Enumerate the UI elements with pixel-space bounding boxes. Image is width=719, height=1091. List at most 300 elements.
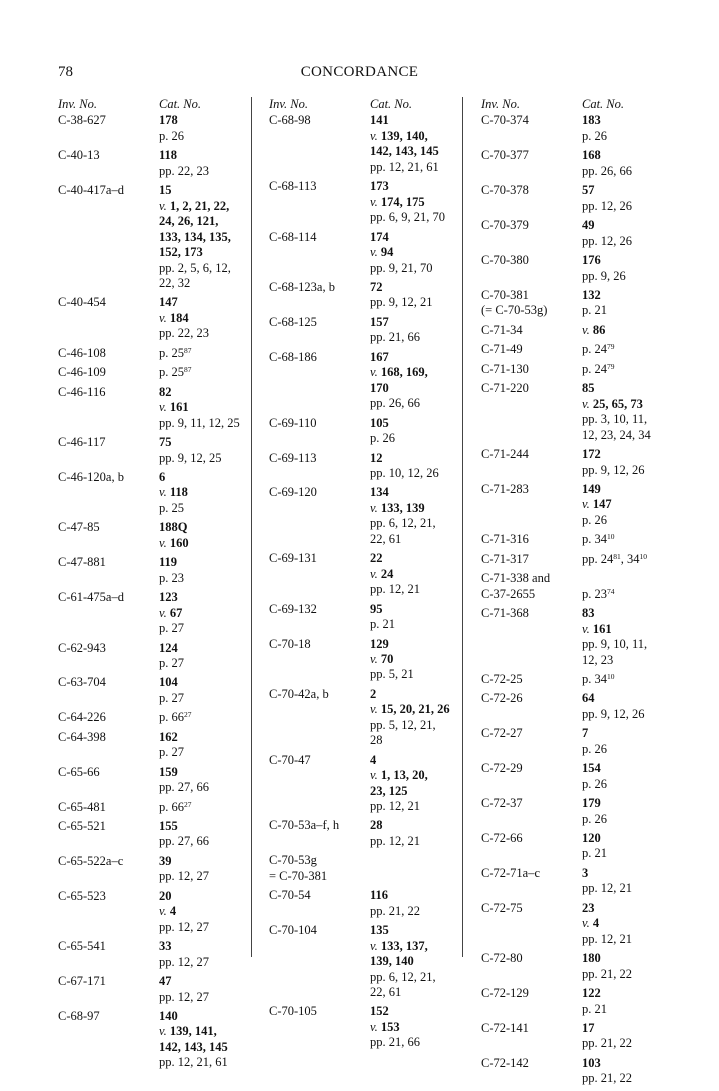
cat-reference [159, 148, 259, 163]
inv-number: C-72-25 [481, 671, 523, 686]
catalogue-number: 64 [582, 691, 595, 706]
entry-line [481, 707, 682, 722]
concordance-entry [58, 1009, 259, 1071]
inv-number [269, 245, 370, 260]
cat-reference [159, 485, 259, 500]
concordance-entry [481, 447, 682, 478]
cat-reference [582, 482, 682, 497]
entry-line [58, 656, 259, 671]
cat-reference [370, 160, 470, 175]
cat-reference [582, 129, 682, 144]
catalogue-number: 183 [582, 113, 601, 128]
cat-reference [582, 846, 682, 861]
cat-reference [370, 431, 470, 446]
inv-number: C-38-627 [58, 113, 106, 128]
entry-line [481, 183, 682, 198]
cat-text: v. [582, 322, 593, 337]
cat-reference [582, 761, 682, 776]
catalogue-number: 82 [159, 384, 172, 399]
cat-text: p. 66 [159, 799, 184, 814]
inv-number [481, 707, 582, 722]
inv-number: C-72-37 [481, 796, 523, 811]
cat-text: v. [159, 310, 170, 325]
inv-number [269, 652, 370, 667]
cat-text: p. 23 [582, 586, 607, 601]
concordance-entry [481, 381, 682, 443]
cat-text: p. 24 [582, 342, 607, 357]
cat-text: pp. 3, 10, 11, [582, 412, 648, 427]
inv-number: C-70-42a, b [269, 686, 329, 701]
entry-line [58, 869, 259, 884]
cat-text: p. 27 [159, 690, 184, 705]
cat-text: pp. 21, 66 [370, 330, 420, 345]
cat-reference [370, 113, 470, 128]
catalogue-number: 39 [159, 853, 172, 868]
entry-line [481, 901, 682, 916]
entry-line [58, 990, 259, 1005]
cat-text: p. 26 [582, 128, 607, 143]
entry-line [269, 330, 470, 345]
cat-text: v. [159, 904, 170, 919]
entry-line [269, 985, 470, 1000]
inv-number [481, 812, 582, 827]
cat-reference [159, 451, 259, 466]
cat-text: v. [159, 1024, 170, 1039]
cat-reference [370, 784, 470, 799]
catalogue-number: 118 [169, 485, 188, 500]
concordance-entry [58, 590, 259, 636]
inv-number: C-71-338 and [481, 571, 551, 586]
cat-text: pp. 9, 12, 26 [582, 706, 645, 721]
cat-reference [582, 288, 682, 303]
inv-number: C-65-541 [58, 939, 106, 954]
cat-reference [582, 707, 682, 722]
footnote-ref: 79 [607, 361, 615, 371]
entry-line [481, 342, 682, 357]
entry-line [481, 1021, 682, 1036]
concordance-entry [58, 148, 259, 179]
entry-line [481, 796, 682, 811]
inv-number: C-70-379 [481, 218, 529, 233]
inv-number [481, 1002, 582, 1017]
entry-line [269, 888, 470, 903]
cat-text: v. [370, 365, 381, 380]
inv-number [58, 214, 159, 229]
entry-line [269, 1035, 470, 1050]
catalogue-number: 122 [582, 986, 601, 1001]
catalogue-number: 95 [370, 601, 383, 616]
cat-reference [582, 218, 682, 233]
catalogue-number: 4 [169, 904, 177, 919]
entry-line [269, 210, 470, 225]
entry-line [269, 954, 470, 969]
concordance-entry [58, 939, 259, 970]
entry-line [58, 416, 259, 431]
entry-line [269, 923, 470, 938]
cat-reference [370, 396, 470, 411]
entry-line [269, 784, 470, 799]
cat-reference [159, 400, 259, 415]
catalogue-number: 180 [582, 951, 601, 966]
catalogue-number: 22 [370, 551, 383, 566]
cat-text: p. 21 [582, 303, 607, 318]
cat-reference [370, 129, 470, 144]
cat-reference [370, 652, 470, 667]
cat-reference [159, 230, 259, 245]
entry-line [481, 571, 682, 586]
inv-number: C-46-120a, b [58, 469, 124, 484]
entry-line [58, 745, 259, 760]
cat-reference [582, 691, 682, 706]
cat-text: pp. 26, 66 [370, 396, 420, 411]
inv-no-header: Inv. No. [58, 97, 97, 111]
entry-line [269, 702, 470, 717]
inv-number [481, 653, 582, 668]
concordance-entry [269, 818, 470, 849]
concordance-entry [269, 637, 470, 683]
inv-number: C-70-47 [269, 752, 311, 767]
footnote-ref: 10 [639, 551, 647, 561]
cat-text: pp. 6, 12, 21, [370, 969, 436, 984]
inv-number [269, 834, 370, 849]
concordance-entry [58, 765, 259, 796]
inv-number [58, 990, 159, 1005]
inv-number [481, 916, 582, 931]
entry-line [269, 667, 470, 682]
catalogue-number: 184 [169, 310, 189, 325]
catalogue-number: 1, 13, 20, [380, 768, 428, 783]
cat-reference [159, 710, 259, 725]
entry-line [269, 365, 470, 380]
concordance-entry [269, 602, 470, 633]
running-head: CONCORDANCE [300, 64, 419, 80]
cat-text: v. [370, 1019, 381, 1034]
inv-number [269, 330, 370, 345]
concordance-entry [269, 1004, 470, 1050]
cat-reference [159, 745, 259, 760]
catalogue-number: 168 [582, 148, 601, 163]
cat-text: p. 34 [582, 671, 607, 686]
cat-reference [159, 365, 259, 380]
cat-reference [582, 967, 682, 982]
inv-number [269, 129, 370, 144]
catalogue-number: 155 [159, 819, 178, 834]
entry-line [58, 148, 259, 163]
cat-reference [582, 571, 682, 586]
cat-text: p. 25 [159, 345, 184, 360]
cat-reference [159, 990, 259, 1005]
entry-line [269, 416, 470, 431]
concordance-entry [58, 520, 259, 551]
entry-line [269, 799, 470, 814]
inv-number: C-64-226 [58, 710, 106, 725]
cat-text: 22, 32 [159, 275, 191, 290]
cat-reference [582, 916, 682, 931]
inv-number: C-72-141 [481, 1021, 529, 1036]
entry-line [58, 451, 259, 466]
cat-reference [159, 656, 259, 671]
cat-reference [159, 730, 259, 745]
cat-reference [582, 831, 682, 846]
cat-reference [582, 932, 682, 947]
entry-line [481, 412, 682, 427]
inv-number: C-71-220 [481, 381, 529, 396]
cat-text: p. 26 [159, 128, 184, 143]
entry-line [58, 1055, 259, 1070]
entry-line [269, 733, 470, 748]
inv-number: C-72-71a–c [481, 865, 541, 880]
entry-line [269, 280, 470, 295]
inv-number [58, 451, 159, 466]
entry-line [58, 641, 259, 656]
inv-number [481, 881, 582, 896]
cat-text: v. [370, 128, 381, 143]
cat-text: pp. 12, 27 [159, 989, 209, 1004]
cat-reference [159, 819, 259, 834]
cat-text: pp. 12, 27 [159, 869, 209, 884]
entries [58, 113, 259, 1074]
entry-line [481, 482, 682, 497]
entry-line [481, 742, 682, 757]
cat-text: pp. 12, 21 [582, 881, 632, 896]
inv-number [58, 245, 159, 260]
cat-reference [582, 303, 682, 318]
entry-line [58, 606, 259, 621]
catalogue-number: 141 [370, 113, 389, 128]
concordance-entry [58, 295, 259, 341]
inv-number: C-40-454 [58, 295, 106, 310]
cat-reference [159, 470, 259, 485]
concordance-entry [481, 986, 682, 1017]
inv-number: C-71-368 [481, 606, 529, 621]
entry-line [58, 1009, 259, 1024]
concordance-entry [58, 113, 259, 144]
entry-line [269, 1020, 470, 1035]
catalogue-number: 6 [159, 469, 166, 484]
cat-reference [582, 901, 682, 916]
cat-reference [582, 637, 682, 652]
inv-number: C-40-13 [58, 148, 100, 163]
catalogue-number: 23, 125 [370, 783, 408, 798]
cat-text: pp. 27, 66 [159, 834, 209, 849]
concordance-entry [481, 796, 682, 827]
inv-number [269, 718, 370, 733]
entry-line [269, 144, 470, 159]
concordance-entry [481, 218, 682, 249]
inv-number [58, 745, 159, 760]
entry-line [481, 637, 682, 652]
cat-reference [370, 381, 470, 396]
cat-reference [159, 164, 259, 179]
cat-reference [582, 653, 682, 668]
cat-reference [582, 881, 682, 896]
concordance-entry [269, 687, 470, 749]
catalogue-number: 15 [159, 183, 172, 198]
cat-reference [159, 311, 259, 326]
entry-line [58, 974, 259, 989]
entry-line [481, 691, 682, 706]
cat-reference [370, 718, 470, 733]
cat-text: pp. 21, 22 [370, 903, 420, 918]
entry-line [269, 501, 470, 516]
concordance-entry [481, 288, 682, 319]
entry-line [58, 295, 259, 310]
cat-reference [159, 346, 259, 361]
inv-number: C-68-113 [269, 179, 317, 194]
concordance-entry [58, 974, 259, 1005]
cat-reference [370, 350, 470, 365]
catalogue-number: 178 [159, 113, 178, 128]
entry-line [481, 951, 682, 966]
entry-line [58, 1040, 259, 1055]
cat-text: pp. 9, 11, 12, 25 [159, 415, 240, 430]
entry-line [58, 365, 259, 380]
catalogue-number: 176 [582, 253, 601, 268]
cat-reference [159, 199, 259, 214]
cat-text: v. [370, 938, 381, 953]
cat-text: p. 66 [159, 710, 184, 725]
catalogue-number: 161 [169, 400, 189, 415]
inv-number: C-72-66 [481, 831, 523, 846]
catalogue-number: 139, 140 [370, 954, 414, 969]
catalogue-number: 3 [582, 865, 589, 880]
catalogue-number: 147 [592, 497, 612, 512]
cat-reference [370, 315, 470, 330]
entry-line [58, 555, 259, 570]
inv-number [58, 955, 159, 970]
inv-number: C-68-114 [269, 229, 317, 244]
inv-number: C-40-417a–d [58, 183, 124, 198]
cat-text: p. 27 [159, 655, 184, 670]
cat-reference [370, 923, 470, 938]
entry-line [481, 1002, 682, 1017]
inv-number [58, 311, 159, 326]
inv-number: C-64-398 [58, 729, 106, 744]
inv-number [58, 621, 159, 636]
inv-number [269, 970, 370, 985]
entry-line [481, 672, 682, 687]
entry-line [481, 447, 682, 462]
catalogue-number: 4 [592, 916, 600, 931]
cat-text: p. 25 [159, 365, 184, 380]
cat-reference [159, 1009, 259, 1024]
entry-line [481, 726, 682, 741]
entry-line [481, 397, 682, 412]
cat-reference [582, 726, 682, 741]
cat-reference [582, 362, 682, 377]
cat-text: v. [159, 535, 170, 550]
catalogue-number: 17 [582, 1021, 595, 1036]
catalogue-number: 124 [159, 640, 178, 655]
entry-spacer [58, 1071, 259, 1075]
catalogue-number: 174, 175 [380, 194, 425, 209]
concordance-entry [481, 113, 682, 144]
catalogue-number: 154 [582, 761, 601, 776]
entry-line [481, 129, 682, 144]
inv-number [269, 954, 370, 969]
inv-number: C-68-123a, b [269, 279, 335, 294]
entry-line [58, 939, 259, 954]
inv-number [269, 501, 370, 516]
concordance-entry [58, 710, 259, 725]
cat-reference [370, 888, 470, 903]
inv-number [269, 195, 370, 210]
catalogue-number: 70 [380, 651, 394, 666]
cat-text: pp. 12, 27 [159, 954, 209, 969]
catalogue-number: 153 [380, 1019, 400, 1034]
footnote-ref: 27 [184, 799, 192, 809]
inv-number [481, 513, 582, 528]
cat-reference [582, 1002, 682, 1017]
cat-reference [582, 552, 682, 567]
cat-reference [582, 622, 682, 637]
entry-line [269, 129, 470, 144]
entry-line [269, 567, 470, 582]
entry-line [269, 818, 470, 833]
entry-line [269, 516, 470, 531]
cat-reference [582, 513, 682, 528]
cat-reference [159, 555, 259, 570]
entry-line [58, 199, 259, 214]
cat-reference [582, 269, 682, 284]
cat-reference [370, 702, 470, 717]
concordance-entry [481, 672, 682, 687]
cat-text: pp. 12, 27 [159, 919, 209, 934]
inv-number [269, 396, 370, 411]
cat-reference [370, 799, 470, 814]
cat-reference [582, 183, 682, 198]
cat-text: v. [159, 400, 170, 415]
inv-number: C-65-522a–c [58, 853, 124, 868]
concordance-entry [58, 435, 259, 466]
cat-text: pp. 12, 26 [582, 233, 632, 248]
entry-line [481, 381, 682, 396]
inv-number [269, 295, 370, 310]
concordance-entry [481, 866, 682, 897]
catalogue-number: 157 [370, 314, 389, 329]
inv-number [269, 144, 370, 159]
cat-reference [159, 780, 259, 795]
inv-number [58, 164, 159, 179]
inv-number: (= C-70-53g) [481, 303, 548, 318]
cat-reference [159, 765, 259, 780]
entry-line [481, 288, 682, 303]
inv-number [58, 1055, 159, 1070]
cat-reference [582, 532, 682, 547]
cat-reference [582, 742, 682, 757]
cat-reference [370, 753, 470, 768]
catalogue-number: 188Q [159, 520, 188, 535]
cat-text: v. [582, 621, 593, 636]
cat-text: v. [370, 651, 381, 666]
inv-number: C-65-481 [58, 799, 106, 814]
inv-number: C-46-109 [58, 365, 106, 380]
catalogue-number: 23 [582, 900, 595, 915]
cat-reference [159, 571, 259, 586]
inv-number [269, 532, 370, 547]
entry-line [481, 866, 682, 881]
cat-text: pp. 21, 22 [582, 1071, 632, 1086]
entry-line [481, 532, 682, 547]
catalogue-number: 170 [370, 380, 389, 395]
entry-line [269, 315, 470, 330]
cat-text: pp. 6, 12, 21, [370, 516, 436, 531]
cat-text: pp. 22, 23 [159, 326, 209, 341]
catalogue-number: 118 [159, 148, 178, 163]
inv-number: C-70-374 [481, 113, 529, 128]
inv-number: C-72-142 [481, 1055, 529, 1070]
inv-number [269, 466, 370, 481]
